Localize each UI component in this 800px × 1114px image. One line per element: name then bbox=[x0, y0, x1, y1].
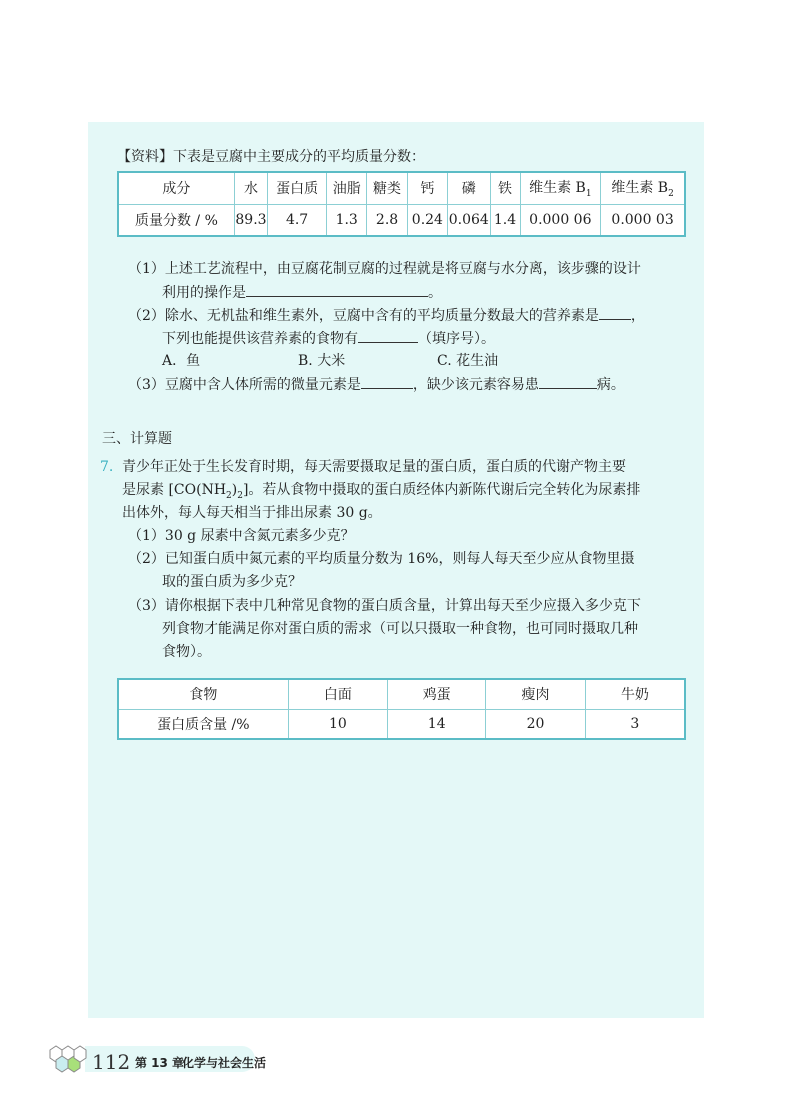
table-row bbox=[118, 204, 685, 236]
header-cell: 成分 bbox=[118, 172, 234, 204]
q6-option-c: C. 花生油 bbox=[437, 353, 499, 369]
answer-blank[interactable] bbox=[358, 327, 418, 343]
header-cell: 糖类 bbox=[367, 172, 407, 204]
q6-option-a: A．鱼 bbox=[162, 353, 201, 369]
header-cell: 磷 bbox=[448, 172, 490, 204]
table-header-row bbox=[118, 679, 685, 709]
q6-part2-line2: 下列也能提供该营养素的食物有 （填序号）。 bbox=[162, 327, 495, 350]
answer-blank[interactable] bbox=[599, 304, 631, 320]
food-protein-table bbox=[117, 678, 686, 740]
value-cell: 0.064 bbox=[448, 204, 490, 236]
value-cell: 0.000 03 bbox=[601, 204, 685, 236]
value-cell: 20 bbox=[486, 709, 585, 739]
chapter-label: 第 13 章 bbox=[135, 1056, 185, 1070]
q6-part1-line2: 利用的操作是 。 bbox=[162, 281, 442, 304]
header-cell: 蛋白质 bbox=[268, 172, 327, 204]
q6-part1-line1: （1）上述工艺流程中，由豆腐花制豆腐的过程就是将豆腐与水分离，该步骤的设计 bbox=[128, 261, 641, 277]
chapter-title: 化学与社会生活 bbox=[182, 1056, 267, 1070]
header-cell: 铁 bbox=[490, 172, 520, 204]
value-cell: 89.3 bbox=[234, 204, 267, 236]
answer-blank[interactable] bbox=[246, 281, 428, 297]
q7-sub3-line3: 食物）。 bbox=[162, 644, 211, 660]
header-cell: 维生素 $B_1$ bbox=[520, 172, 601, 204]
row-label-cell: 蛋白质含量 /% bbox=[118, 709, 288, 739]
header-cell: 食物 bbox=[118, 679, 288, 709]
q7-sub3-line1: （3）请你根据下表中几种常见食物的蛋白质含量，计算出每天至少应摄入多少克下 bbox=[128, 598, 641, 614]
tofu-composition-table bbox=[117, 171, 686, 237]
q7-sub1: （1）30 g 尿素中含氮元素多少克？ bbox=[128, 528, 355, 544]
q7-line3: 出体外，每人每天相当于排出尿素 30 g。 bbox=[122, 505, 382, 521]
q7-line2: 是尿素 $[CO(NH_2)_2]$。若从食物中摄取的蛋白质经体内新陈代谢后完全转化为尿素排 bbox=[122, 482, 641, 501]
page-number: 112 bbox=[92, 1050, 131, 1074]
value-cell: 2.8 bbox=[367, 204, 407, 236]
header-cell: 鸡蛋 bbox=[388, 679, 486, 709]
q7-sub2-line2: 取的蛋白质为多少克？ bbox=[162, 574, 302, 590]
header-cell: 水 bbox=[234, 172, 267, 204]
answer-blank[interactable] bbox=[539, 373, 597, 389]
q7-sub3-line2: 列食物才能满足你对蛋白质的需求（可以只摄取一种食物，也可同时摄取几种 bbox=[162, 621, 638, 637]
value-cell: 3 bbox=[585, 709, 685, 739]
value-cell: 0.000 06 bbox=[520, 204, 601, 236]
material-intro: 【资料】下表是豆腐中主要成分的平均质量分数： bbox=[117, 149, 425, 165]
value-cell: 4.7 bbox=[268, 204, 327, 236]
answer-blank[interactable] bbox=[361, 373, 413, 389]
value-cell: 10 bbox=[288, 709, 387, 739]
value-cell: 14 bbox=[388, 709, 486, 739]
hexagon-logo-icon bbox=[40, 1036, 96, 1080]
q6-option-b: B. 大米 bbox=[298, 353, 346, 369]
header-cell: 瘦肉 bbox=[486, 679, 585, 709]
value-cell: 1.4 bbox=[490, 204, 520, 236]
table-row bbox=[118, 709, 685, 739]
q6-part2-line1: （2）除水、无机盐和维生素外，豆腐中含有的平均质量分数最大的营养素是 ， bbox=[128, 304, 645, 327]
content-panel bbox=[88, 122, 704, 1018]
value-cell: 0.24 bbox=[407, 204, 447, 236]
table-header-row bbox=[118, 172, 685, 204]
value-cell: 1.3 bbox=[327, 204, 367, 236]
header-cell: 维生素 $B_2$ bbox=[601, 172, 685, 204]
q7-sub2-line1: （2）已知蛋白质中氮元素的平均质量分数为 16%，则每人每天至少应从食物里摄 bbox=[128, 551, 635, 567]
header-cell: 钙 bbox=[407, 172, 447, 204]
q6-part3: （3）豆腐中含人体所需的微量元素是 ，缺少该元素容易患 病。 bbox=[128, 373, 625, 396]
question-number: 7. bbox=[100, 459, 114, 475]
header-cell: 白面 bbox=[288, 679, 387, 709]
row-label-cell: 质量分数 / % bbox=[118, 204, 234, 236]
header-cell: 油脂 bbox=[327, 172, 367, 204]
section-title: 三、计算题 bbox=[102, 431, 172, 447]
header-cell: 牛奶 bbox=[585, 679, 685, 709]
q7-line1: 青少年正处于生长发育时期，每天需要摄取足量的蛋白质，蛋白质的代谢产物主要 bbox=[122, 459, 626, 475]
